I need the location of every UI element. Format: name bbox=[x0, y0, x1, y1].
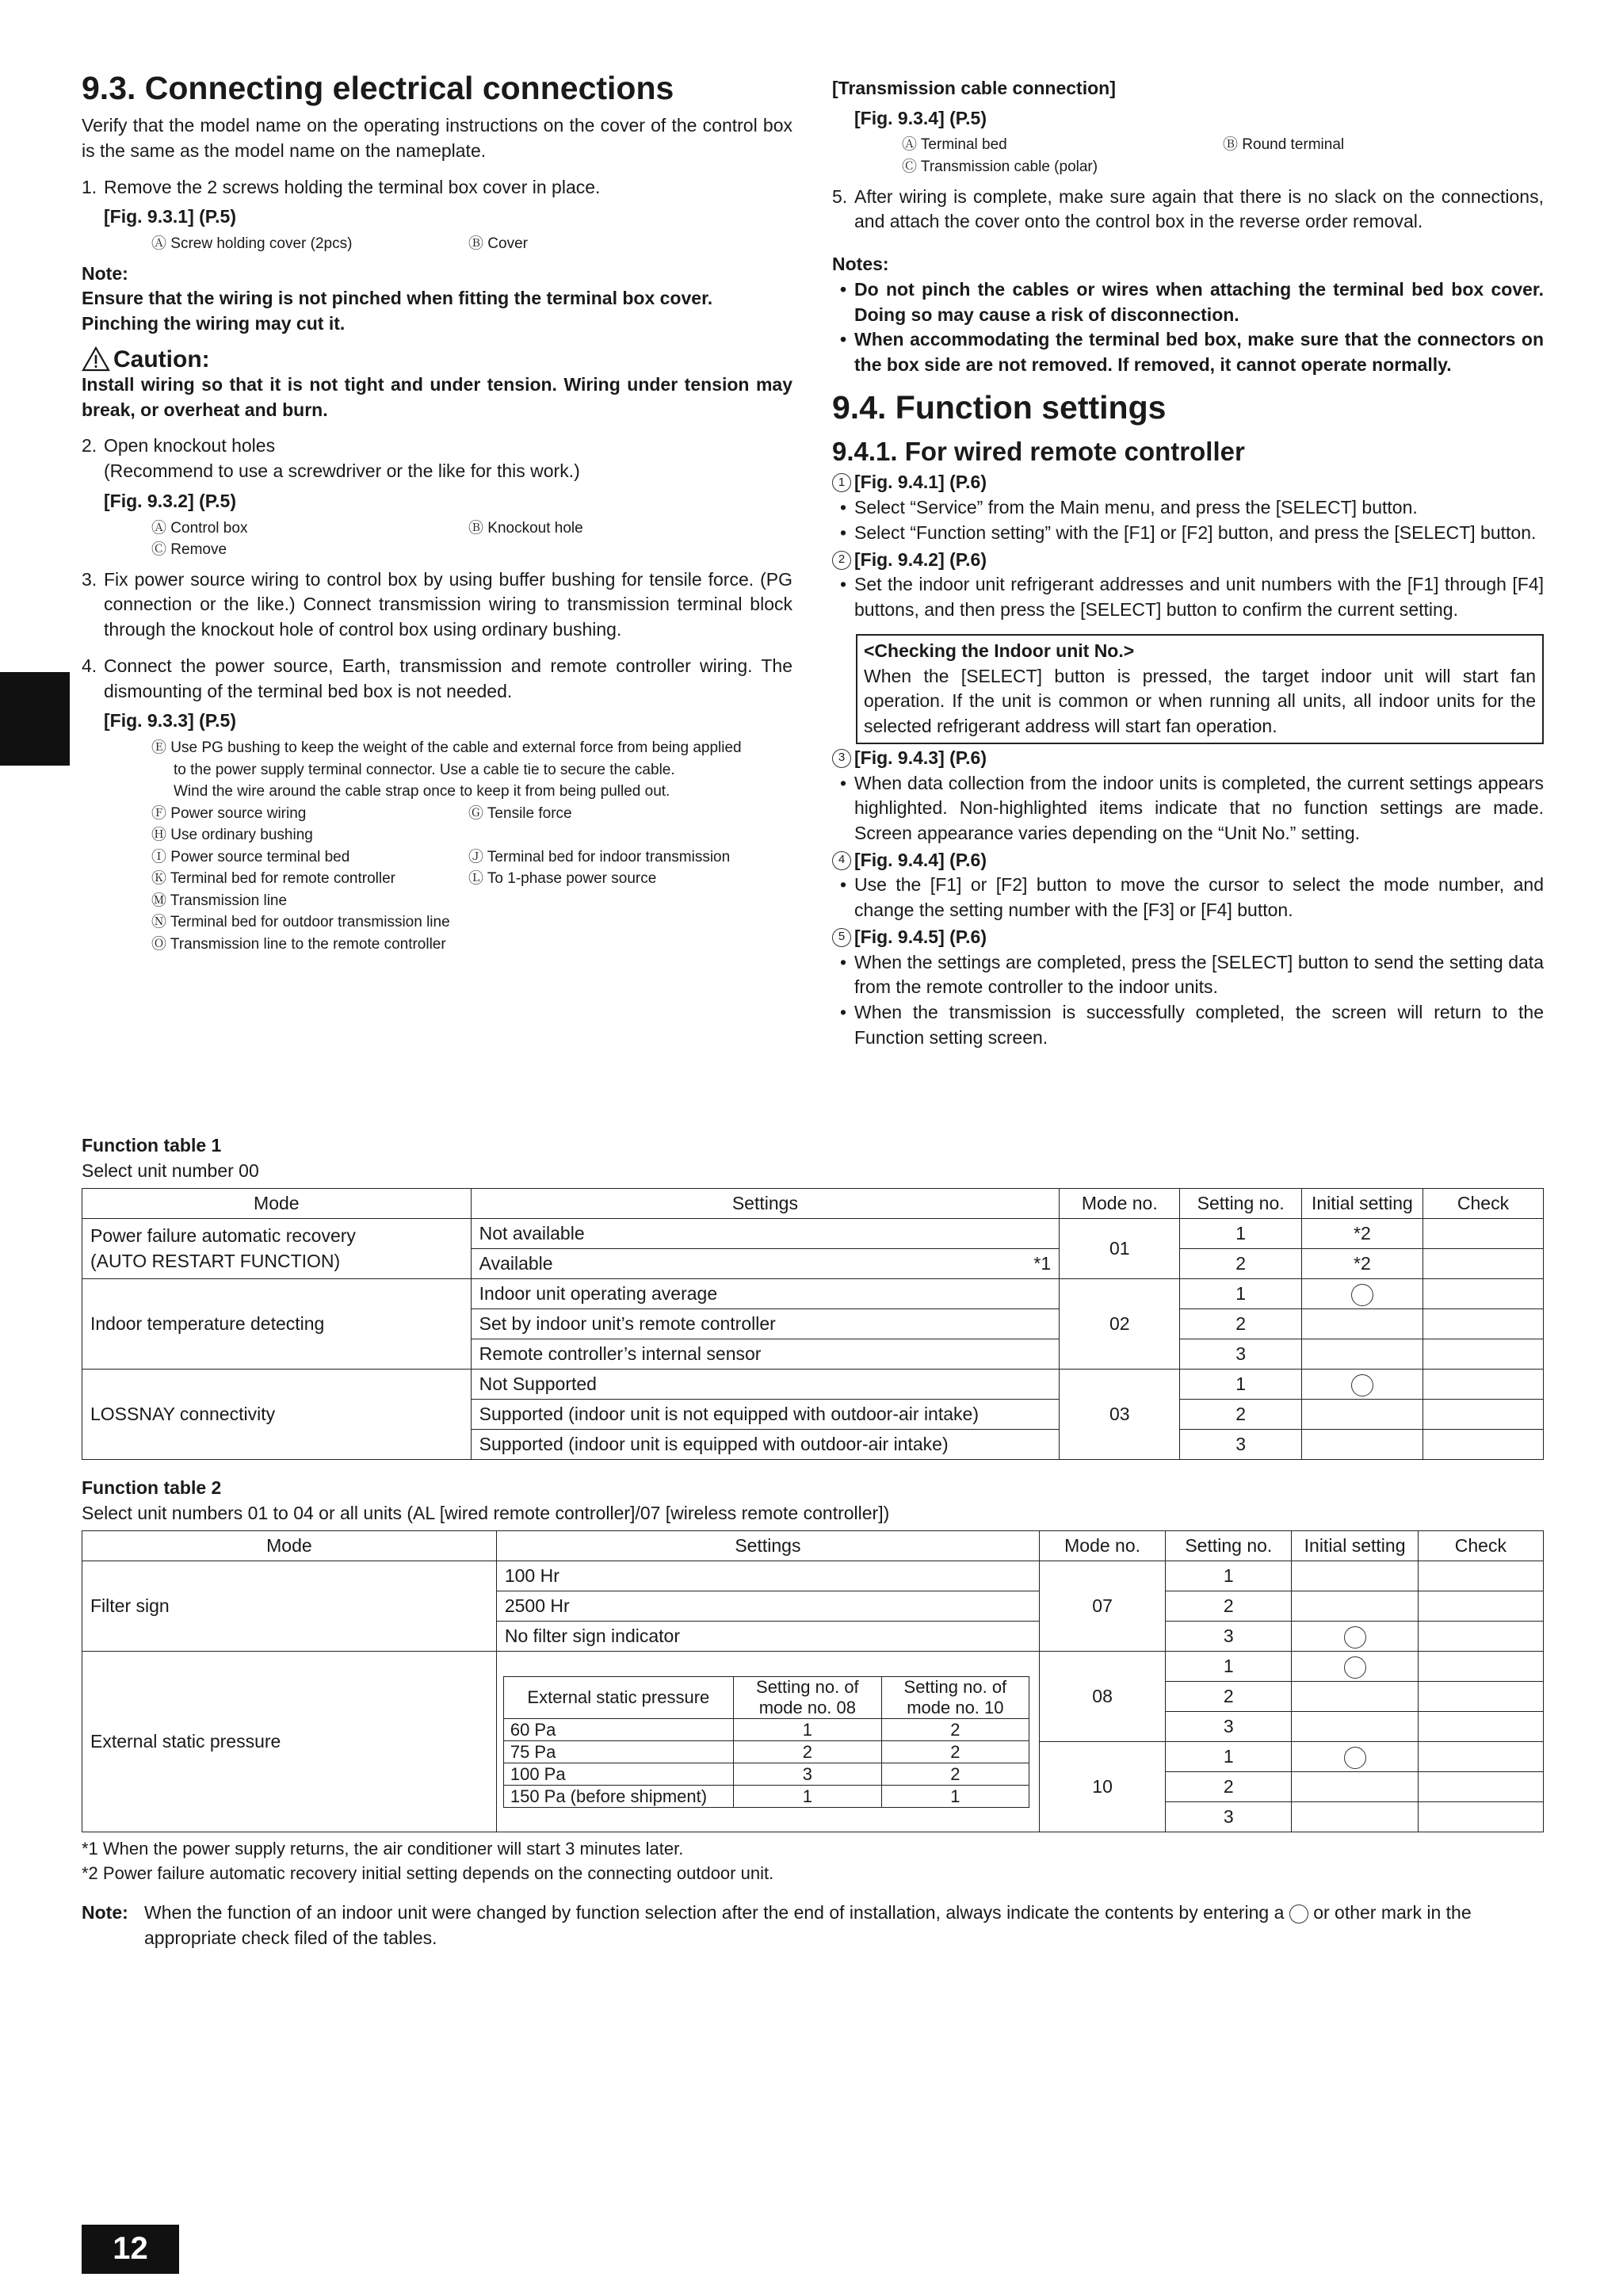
function-table-1-title: Function table 1 bbox=[82, 1135, 222, 1156]
table-row: Available *1 2 *2 bbox=[82, 1249, 1544, 1279]
note-label: Note: bbox=[82, 262, 128, 284]
esp-inner-table: External static pressure Setting no. of mode no. 08 Setting no. of mode no. 10 60 Pa 1 2 75 Pa 2 2 100 Pa 3 2 150 Pa (before shipment) 1 1 bbox=[503, 1676, 1029, 1809]
final-note: Note: When the function of an indoor unit were changed by function selection after the end of installation, always indicate the contents by entering a or other mark in the appropriate check filed of the tables. bbox=[82, 1902, 1472, 1948]
fig-9-3-3-legend-e: Ⓔ Use PG bushing to keep the weight of the cable and external force from being applied to the power supply terminal connector. Use a cable tie to secure the cable. Wind the wire around the cable strap once to keep it from being pulled out. bbox=[151, 739, 742, 800]
esp-row: 60 Pa 1 2 bbox=[503, 1719, 1029, 1741]
check-cell[interactable] bbox=[1418, 1712, 1543, 1742]
check-cell[interactable] bbox=[1423, 1370, 1543, 1400]
caution-heading: Caution: bbox=[82, 346, 792, 372]
function-table-1-section bbox=[82, 1133, 1544, 1460]
bullet: • When data collection from the indoor units is completed, the current settings appears highlighted. Non-highlighted items indicate that no function settings are made. Screen appearance varies depending on the “Unit No.” setting. bbox=[839, 772, 1544, 843]
step-circle-5: 5 [Fig. 9.4.5] (P.6) bbox=[832, 925, 1544, 950]
circled-number-icon: 1 bbox=[832, 473, 851, 492]
heading-9-4-1: 9.4.1. For wired remote controller bbox=[832, 436, 1245, 466]
table-row: Supported (indoor unit is not equipped with outdoor-air intake) 2 bbox=[82, 1400, 1544, 1430]
initial-setting-circle-icon bbox=[1351, 1284, 1373, 1306]
notes-item: • When accommodating the terminal bed box, make sure that the connectors on the box side are not removed. If removed, it cannot operate normally. bbox=[839, 329, 1544, 375]
table-row: 2 bbox=[82, 1772, 1544, 1802]
check-cell[interactable] bbox=[1423, 1309, 1543, 1339]
function-table-1-subtitle: Select unit number 00 bbox=[82, 1159, 259, 1181]
table-row: 2 bbox=[82, 1682, 1544, 1712]
circled-number-icon: 3 bbox=[832, 749, 851, 768]
check-cell[interactable] bbox=[1423, 1249, 1543, 1279]
table-row: Power failure automatic recovery (AUTO RESTART FUNCTION) Not available 01 1 *2 bbox=[82, 1219, 1544, 1249]
check-cell[interactable] bbox=[1418, 1772, 1543, 1802]
intro-text: Verify that the model name on the operating instructions on the cover of the control box is the same as the model name on the nameplate. bbox=[82, 115, 792, 161]
function-table-2 bbox=[82, 1530, 1544, 1832]
table-row: 2500 Hr 2 bbox=[82, 1591, 1544, 1622]
check-cell[interactable] bbox=[1423, 1279, 1543, 1309]
initial-setting-circle-icon bbox=[1351, 1374, 1373, 1396]
function-table-2-section bbox=[82, 1476, 1544, 1951]
check-cell[interactable] bbox=[1423, 1339, 1543, 1370]
fig-9-3-4-ref: [Fig. 9.3.4] (P.5) bbox=[854, 107, 987, 128]
esp-row: 75 Pa 2 2 bbox=[503, 1741, 1029, 1763]
table-row: Supported (indoor unit is equipped with outdoor-air intake) 3 bbox=[82, 1430, 1544, 1460]
function-table-2-title: Function table 2 bbox=[82, 1477, 222, 1498]
transmission-cable-title: [Transmission cable connection] bbox=[832, 78, 1116, 98]
step-circle-2: 2 [Fig. 9.4.2] (P.6) bbox=[832, 548, 1544, 573]
left-column bbox=[82, 70, 792, 961]
table-header-row: Mode Settings Mode no. Setting no. Initial setting Check bbox=[82, 1531, 1544, 1561]
fig-9-3-3-legend: Ⓕ Power source wiring Ⓖ Tensile force Ⓗ Use ordinary bushing Ⓘ Power source terminal bed Ⓙ Terminal bed for indoor transmission Ⓚ Terminal bed for remote controller Ⓛ To 1-phase power source Ⓜ Transmission line Ⓝ Terminal bed for outdoor transmission line Ⓞ Transmission line to the remote controller bbox=[151, 804, 731, 953]
check-cell[interactable] bbox=[1418, 1802, 1543, 1832]
initial-setting-circle-icon bbox=[1344, 1747, 1366, 1769]
function-table-1 bbox=[82, 1188, 1544, 1460]
table-header-row: Mode Settings Mode no. Setting no. Initial setting Check bbox=[82, 1189, 1544, 1219]
table-row: External static pressure External static pressure Setting no. of mode no. 08 Setting no. of mode no. 10 60 Pa 1 2 75 Pa 2 2 100 Pa 3 2 150 Pa (before shipment) 1 1 08 1 bbox=[82, 1652, 1544, 1682]
right-column bbox=[832, 76, 1544, 1051]
esp-inner-cell bbox=[496, 1652, 1039, 1832]
step-circle-4: 4 [Fig. 9.4.4] (P.6) bbox=[832, 848, 1544, 873]
check-cell[interactable] bbox=[1418, 1682, 1543, 1712]
circled-number-icon: 4 bbox=[832, 851, 851, 870]
check-cell[interactable] bbox=[1418, 1652, 1543, 1682]
function-table-2-subtitle: Select unit numbers 01 to 04 or all units (AL [wired remote controller]/07 [wireless remote controller]) bbox=[82, 1502, 890, 1523]
section-tab-marker bbox=[0, 672, 70, 766]
bullet: • Select “Function setting” with the [F1] or [F2] button, and press the [SELECT] button. bbox=[839, 521, 1537, 543]
warning-triangle-icon bbox=[82, 346, 110, 372]
bullet: • Use the [F1] or [F2] button to move the cursor to select the mode number, and change the setting number with the [F3] or [F4] button. bbox=[839, 874, 1544, 921]
bullet: • Set the indoor unit refrigerant addresses and unit numbers with the [F1] through [F4] buttons, and then press the [SELECT] button to confirm the current setting. bbox=[839, 574, 1544, 621]
fig-9-3-2-ref: [Fig. 9.3.2] (P.5) bbox=[104, 490, 237, 511]
step-1: 1. Remove the 2 screws holding the terminal box cover in place. bbox=[82, 176, 601, 197]
bullet: • When the settings are completed, press the [SELECT] button to send the setting data from the remote controller to the indoor units. bbox=[839, 951, 1544, 998]
esp-row: 150 Pa (before shipment) 1 1 bbox=[503, 1786, 1029, 1808]
step-4: 4. Connect the power source, Earth, transmission and remote controller wiring. The dismounting of the terminal bed box is not needed. bbox=[82, 655, 792, 701]
check-cell[interactable] bbox=[1423, 1400, 1543, 1430]
circled-number-icon: 2 bbox=[832, 551, 851, 570]
table-row: 3 bbox=[82, 1712, 1544, 1742]
heading-9-4: 9.4. Function settings bbox=[832, 388, 1167, 426]
initial-setting-circle-icon bbox=[1344, 1656, 1366, 1679]
step-circle-1: 1 [Fig. 9.4.1] (P.6) bbox=[832, 470, 1544, 495]
table-row: Set by indoor unit’s remote controller 2 bbox=[82, 1309, 1544, 1339]
table-row: Indoor temperature detecting Indoor unit operating average 02 1 bbox=[82, 1279, 1544, 1309]
check-cell[interactable] bbox=[1423, 1430, 1543, 1460]
check-cell[interactable] bbox=[1418, 1561, 1543, 1591]
table-row: 3 bbox=[82, 1802, 1544, 1832]
checking-indoor-unit-box: <Checking the Indoor unit No.> When the [SELECT] button is pressed, the target indoor unit will start fan operation. If the unit is common or when running all units, all indoor units for the selected refrigerant address will start fan operation. bbox=[856, 634, 1544, 744]
check-cell[interactable] bbox=[1418, 1742, 1543, 1772]
table-row: Remote controller’s internal sensor 3 bbox=[82, 1339, 1544, 1370]
step-3: 3. Fix power source wiring to control box by using buffer bushing for tensile force. (PG connection or the like.) Connect transmission wiring to transmission terminal block through the knockout hole of control box using ordinary bushing. bbox=[82, 568, 792, 640]
notes-label: Notes: bbox=[832, 254, 889, 275]
circled-number-icon: 5 bbox=[832, 928, 851, 947]
check-cell[interactable] bbox=[1418, 1591, 1543, 1622]
page-number: 12 bbox=[82, 2225, 179, 2274]
note-text: Ensure that the wiring is not pinched when fitting the terminal box cover. Pinching the wiring may cut it. bbox=[82, 288, 713, 334]
initial-setting-circle-icon bbox=[1344, 1626, 1366, 1648]
check-cell[interactable] bbox=[1423, 1219, 1543, 1249]
bullet: • Select “Service” from the Main menu, and press the [SELECT] button. bbox=[839, 497, 1418, 518]
notes-item: • Do not pinch the cables or wires when attaching the terminal bed box cover. Doing so may cause a risk of disconnection. bbox=[839, 278, 1544, 325]
circle-mark-icon bbox=[1289, 1904, 1308, 1924]
table-row: 10 1 bbox=[82, 1742, 1544, 1772]
table-row: Filter sign 100 Hr 07 1 bbox=[82, 1561, 1544, 1591]
table-row: No filter sign indicator 3 bbox=[82, 1622, 1544, 1652]
esp-row: 100 Pa 3 2 bbox=[503, 1763, 1029, 1786]
mode-cell: Power failure automatic recovery (AUTO RESTART FUNCTION) bbox=[82, 1219, 472, 1279]
fig-9-3-2-legend: Ⓐ Control box Ⓑ Knockout hole Ⓒ Remove bbox=[151, 519, 583, 559]
step-circle-3: 3 [Fig. 9.4.3] (P.6) bbox=[832, 746, 1544, 771]
step-5: 5. After wiring is complete, make sure again that there is no slack on the connections, and attach the cover onto the control box in the reverse order removal. bbox=[832, 185, 1544, 232]
bullet: • When the transmission is successfully completed, the screen will return to the Function setting screen. bbox=[839, 1002, 1544, 1048]
caution-text: Install wiring so that it is not tight and under tension. Wiring under tension may break, or overheat and burn. bbox=[82, 373, 792, 420]
step-2-detail: (Recommend to use a screwdriver or the like for this work.) bbox=[104, 460, 580, 482]
fig-9-3-1-ref: [Fig. 9.3.1] (P.5) bbox=[104, 206, 237, 227]
fig-9-3-4-legend: Ⓐ Terminal bed Ⓑ Round terminal Ⓒ Transmission cable (polar) bbox=[902, 136, 1345, 176]
fig-9-3-1-legend: Ⓐ Screw holding cover (2pcs) Ⓑ Cover bbox=[151, 235, 528, 253]
table-row: LOSSNAY connectivity Not Supported 03 1 bbox=[82, 1370, 1544, 1400]
heading-9-3: 9.3. Connecting electrical connections bbox=[82, 70, 674, 106]
fig-9-3-3-ref: [Fig. 9.3.3] (P.5) bbox=[104, 710, 237, 732]
footnotes: *1 When the power supply returns, the air conditioner will start 3 minutes later. *2 Power failure automatic recovery initial setting depends on the connecting outdoor unit. bbox=[82, 1839, 774, 1884]
step-2: 2. Open knockout holes bbox=[82, 435, 276, 457]
check-cell[interactable] bbox=[1418, 1622, 1543, 1652]
